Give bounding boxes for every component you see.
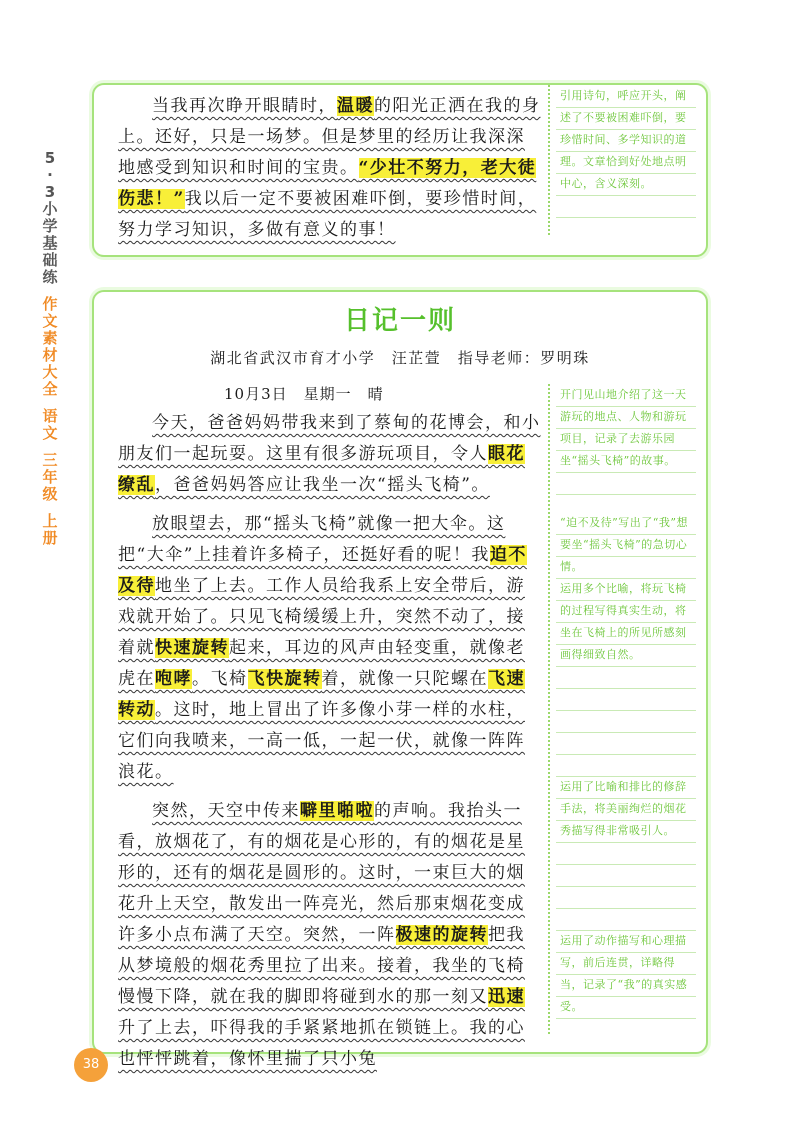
- highlight-phrase: 咆哮: [155, 669, 192, 689]
- spine-brand-char: 学: [42, 217, 58, 235]
- margin-note: 运用了动作描写和心理描写，前后连贯，详略得当，记录了“我”的真实感受。: [560, 934, 688, 1013]
- highlight-phrase: 极速的旋转: [395, 925, 488, 945]
- essay-ending-box: [92, 83, 708, 257]
- highlight-phrase: 噼里啪啦: [300, 801, 374, 821]
- spine-series-char: 全: [42, 380, 58, 398]
- spine-brand-char: 练: [42, 268, 58, 286]
- margin-note: 运用多个比喻，将玩飞椅的过程写得真实生动，将坐在飞椅上的所见所感刻画得细致自然。: [560, 582, 687, 661]
- spine-brand-char: 础: [42, 251, 58, 269]
- margin-note: 开门见山地介绍了这一天游玩的地点、人物和游玩项目，记录了去游乐园坐“摇头飞椅”的故事。: [560, 388, 687, 467]
- spine-subject-char: 语: [42, 407, 58, 425]
- spine-subject-char: 文: [42, 424, 58, 442]
- spine-series-char: 作: [42, 295, 58, 313]
- highlight-phrase: 眼花缭乱: [118, 444, 525, 495]
- margin-note: 运用了比喻和排比的修辞手法，将美丽绚烂的烟花秀描写得非常吸引人。: [560, 780, 687, 837]
- highlight-phrase: 温暖: [337, 96, 374, 116]
- spine-grade-char: 年: [42, 468, 58, 486]
- spine-volume-char: 册: [42, 529, 58, 547]
- diary-date: 10月3日 星期一 晴: [224, 385, 384, 403]
- spine-brand-char: 3: [44, 183, 56, 201]
- spine-grade-char: 级: [42, 485, 58, 503]
- highlight-phrase: 快速旋转: [155, 638, 229, 658]
- essay-title: 日记一则: [343, 306, 456, 336]
- diary-text: [118, 408, 542, 1075]
- paragraph: 放眼望去，那“摇头飞椅”就像一把大伞。这把“大伞”上挂着许多椅子，还挺好看的呢！我迫不及待地坐了上去。工作人员给我系上安全带后，游戏就开始了。只见飞椅缓缓上升，突然不动了，接着就快速旋转起来，耳边的风声由轻变重，就像老虎在咆哮。飞椅飞快旋转着，就像一只陀螺在飞速转动。这时，地上冒出了许多像小芽一样的水柱，它们向我喷来，一高一低，一起一伏，就像一阵阵浪花。: [118, 514, 527, 782]
- margin-notes: [548, 384, 696, 1034]
- highlight-phrase: 飞快旋转: [247, 669, 322, 689]
- margin-note: 引用诗句，呼应开头，阐述了不要被困难吓倒，要珍惜时间、多学知识的道理。文章恰到好处地点明中心，含义深刻。: [560, 89, 687, 190]
- spine-brand-char: 基: [42, 234, 58, 252]
- highlight-phrase: “少壮不努力，老大徒伤悲！”: [118, 158, 537, 209]
- margin-note: “迫不及待”写出了“我”想要坐“摇头飞椅”的急切心情。: [560, 516, 688, 573]
- highlight-phrase: 飞速转动: [118, 669, 525, 720]
- spine-brand-char: 小: [42, 200, 58, 218]
- highlight-phrase: 迫不及待: [118, 545, 527, 596]
- paragraph: 当我再次睁开眼睛时，温暖的阳光正洒在我的身上。还好，只是一场梦。但是梦里的经历让我深深地感受到知识和时间的宝贵。“少壮不努力，老大徒伤悲！”我以后一定不要被困难吓倒，要珍惜时间，努力学习知识，多做有意义的事！: [118, 96, 541, 240]
- spine-series-char: 材: [42, 346, 58, 364]
- author-line: 湖北省武汉市育才小学 汪芷萱 指导老师：罗明珠: [210, 349, 590, 367]
- spine-volume-char: 上: [42, 512, 58, 530]
- spine-label: [36, 150, 64, 547]
- essay-ending-text: [118, 91, 542, 246]
- spine-brand-char: 5: [44, 149, 56, 167]
- page-number-badge: 38: [74, 1048, 108, 1082]
- paragraph: 今天，爸爸妈妈带我来到了蔡甸的花博会，和小朋友们一起玩耍。这里有很多游玩项目，令人眼花缭乱，爸爸妈妈答应让我坐一次“摇头飞椅”。: [118, 413, 541, 495]
- spine-brand-char: ·: [47, 166, 53, 184]
- highlight-phrase: 迅速: [488, 987, 525, 1007]
- spine-series-char: 大: [42, 363, 58, 381]
- paragraph: 突然，天空中传来噼里啪啦的声响。我抬头一看，放烟花了，有的烟花是心形的，有的烟花是星形的，还有的烟花是圆形的。这时，一束巨大的烟花升上天空，散发出一阵亮光，然后那束烟花变成许多小点布满了天空。突然，一阵极速的旋转把我从梦境般的烟花秀里拉了出来。接着，我坐的飞椅慢慢下降，就在我的脚即将碰到水的那一刻又迅速升了上去，吓得我的手紧紧地抓在锁链上。我的心也怦怦跳着，像怀里揣了只小兔: [118, 801, 525, 1069]
- spine-series-char: 素: [42, 329, 58, 347]
- spine-series-char: 文: [42, 312, 58, 330]
- diary-box: [92, 290, 708, 1069]
- margin-notes: [548, 85, 696, 235]
- spine-grade-char: 三: [42, 451, 58, 469]
